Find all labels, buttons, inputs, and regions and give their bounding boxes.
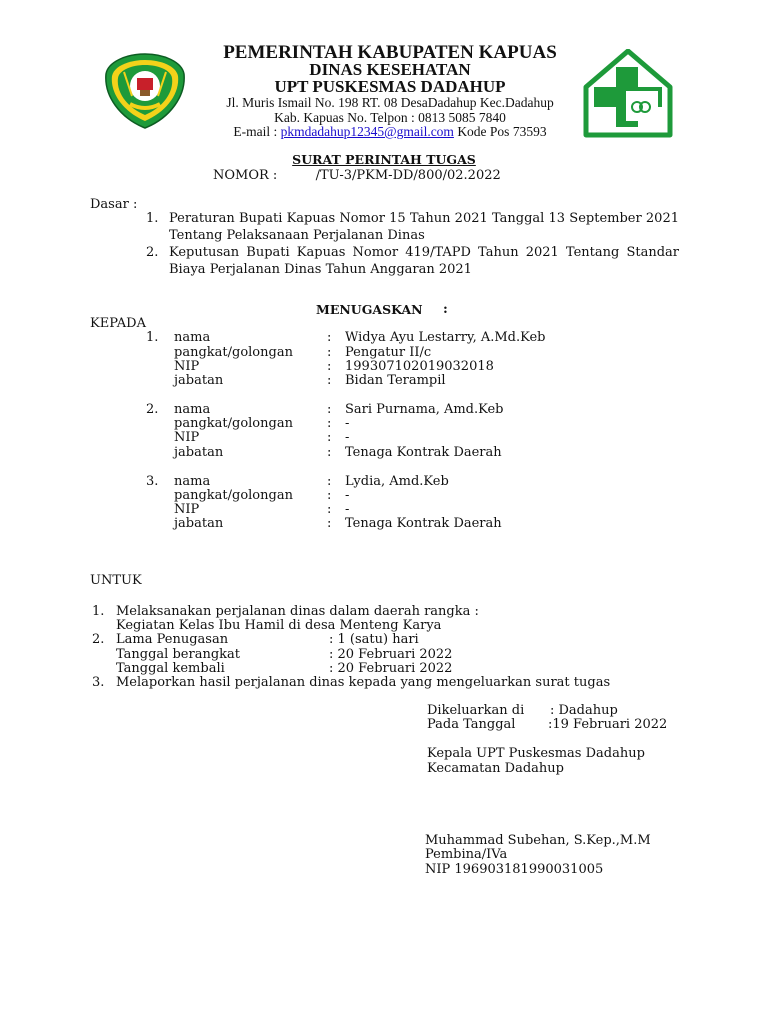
person-nip: - [345, 430, 350, 445]
field-colon: : [327, 502, 332, 517]
dasar-item-2-text: Keputusan Bupati Kapuas Nomor 419/TAPD Tahun 2021 Tentang Standar Biaya Perjalanan Dinas Tahun Anggaran 2021 [169, 245, 679, 277]
header-phone: Kab. Kapuas No. Telpon : 0813 5085 7840 [274, 110, 506, 125]
field-colon: : [327, 345, 332, 360]
issued-date-value: :19 Februari 2022 [548, 717, 668, 732]
untuk-item-1-text: Melaksanakan perjalanan dinas dalam daerah rangka : [116, 604, 479, 619]
field-label-nip: NIP [174, 502, 200, 517]
field-label-nip: NIP [174, 430, 200, 445]
field-label-pangkat: pangkat/golongan [174, 416, 293, 431]
field-label-jabatan: jabatan [174, 445, 224, 460]
person-rank: - [345, 488, 350, 503]
email-label: E-mail : [233, 124, 281, 139]
menugaskan-heading: MENUGASKAN [316, 302, 423, 317]
field-colon: : [327, 430, 332, 445]
field-label-nama: nama [174, 474, 211, 489]
kapuas-regency-emblem-icon [104, 52, 186, 130]
signatory-position: Kepala UPT Puskesmas Dadahup [427, 746, 645, 761]
departure-label: Tanggal berangkat [116, 647, 240, 662]
field-label-jabatan: jabatan [174, 516, 224, 531]
person-nip: 199307102019032018 [345, 359, 494, 374]
dasar-item-1-number: 1. [146, 211, 159, 226]
field-colon: : [327, 359, 332, 374]
untuk-label: UNTUK [90, 573, 142, 588]
signatory-rank: Pembina/IVa [425, 847, 508, 862]
dasar-item-1-text: Peraturan Bupati Kapuas Nomor 15 Tahun 2021 Tanggal 13 September 2021 Tentang Pelaksanaan Perjalanan Dinas [169, 211, 679, 243]
header-government-name: PEMERINTAH KABUPATEN KAPUAS [223, 42, 557, 63]
document-number [213, 168, 501, 183]
issued-at-value: : Dadahup [550, 703, 618, 718]
signatory-name: Muhammad Subehan, S.Kep.,M.M [425, 833, 651, 848]
field-colon: : [327, 416, 332, 431]
field-label-pangkat: pangkat/golongan [174, 488, 293, 503]
duration-value: : 1 (satu) hari [329, 632, 419, 647]
person-name: Sari Purnama, Amd.Keb [345, 402, 504, 417]
field-label-nip: NIP [174, 359, 200, 374]
header-department: DINAS KESEHATAN [309, 60, 471, 79]
untuk-item-1-activity: Kegiatan Kelas Ibu Hamil di desa Menteng Karya [116, 618, 442, 633]
person-name: Widya Ayu Lestarry, A.Md.Keb [345, 330, 546, 345]
header-institution: UPT PUSKESMAS DADAHUP [274, 77, 506, 96]
untuk-item-3-number: 3. [92, 675, 105, 690]
nomor-label: NOMOR : [213, 168, 278, 183]
return-label: Tanggal kembali [116, 661, 225, 676]
field-colon: : [327, 445, 332, 460]
issued-at-label: Dikeluarkan di [427, 703, 525, 718]
dasar-item-2-number: 2. [146, 245, 159, 260]
menugaskan-colon: : [443, 302, 448, 317]
departure-value: : 20 Februari 2022 [329, 647, 453, 662]
untuk-item-3-text: Melaporkan hasil perjalanan dinas kepada yang mengeluarkan surat tugas [116, 675, 611, 690]
document-title: SURAT PERINTAH TUGAS [292, 152, 476, 167]
header-contact [200, 124, 580, 140]
person-rank: Pengatur II/c [345, 345, 432, 360]
field-label-nama: nama [174, 330, 211, 345]
person-nip: - [345, 502, 350, 517]
untuk-item-1-number: 1. [92, 604, 105, 619]
person-number: 1. [146, 330, 159, 345]
field-colon: : [327, 330, 332, 345]
signatory-district: Kecamatan Dadahup [427, 761, 564, 776]
kepada-label: KEPADA [90, 316, 146, 331]
field-colon: : [327, 474, 332, 489]
signatory-nip: NIP 196903181990031005 [425, 862, 604, 877]
field-colon: : [327, 516, 332, 531]
header-address: Jl. Muris Ismail No. 198 RT. 08 DesaDadahup Kec.Dadahup [226, 95, 554, 110]
field-colon: : [327, 373, 332, 388]
dasar-label: Dasar : [90, 197, 138, 212]
field-colon: : [327, 488, 332, 503]
postal-code: Kode Pos 73593 [453, 124, 547, 139]
return-value: : 20 Februari 2022 [329, 661, 453, 676]
person-number: 2. [146, 402, 159, 417]
person-rank: - [345, 416, 350, 431]
field-label-nama: nama [174, 402, 211, 417]
email-link[interactable]: pkmdadahup12345@gmail.com [280, 124, 454, 139]
duration-label: Lama Penugasan [116, 632, 229, 647]
puskesmas-logo-icon [582, 49, 674, 139]
field-colon: : [327, 402, 332, 417]
person-name: Lydia, Amd.Keb [345, 474, 449, 489]
issued-date-label: Pada Tanggal [427, 717, 516, 732]
untuk-item-2-number: 2. [92, 632, 105, 647]
person-position: Bidan Terampil [345, 373, 446, 388]
field-label-jabatan: jabatan [174, 373, 224, 388]
person-number: 3. [146, 474, 159, 489]
nomor-value: /TU-3/PKM-DD/800/02.2022 [315, 168, 501, 183]
person-position: Tenaga Kontrak Daerah [345, 516, 502, 531]
field-label-pangkat: pangkat/golongan [174, 345, 293, 360]
person-position: Tenaga Kontrak Daerah [345, 445, 502, 460]
